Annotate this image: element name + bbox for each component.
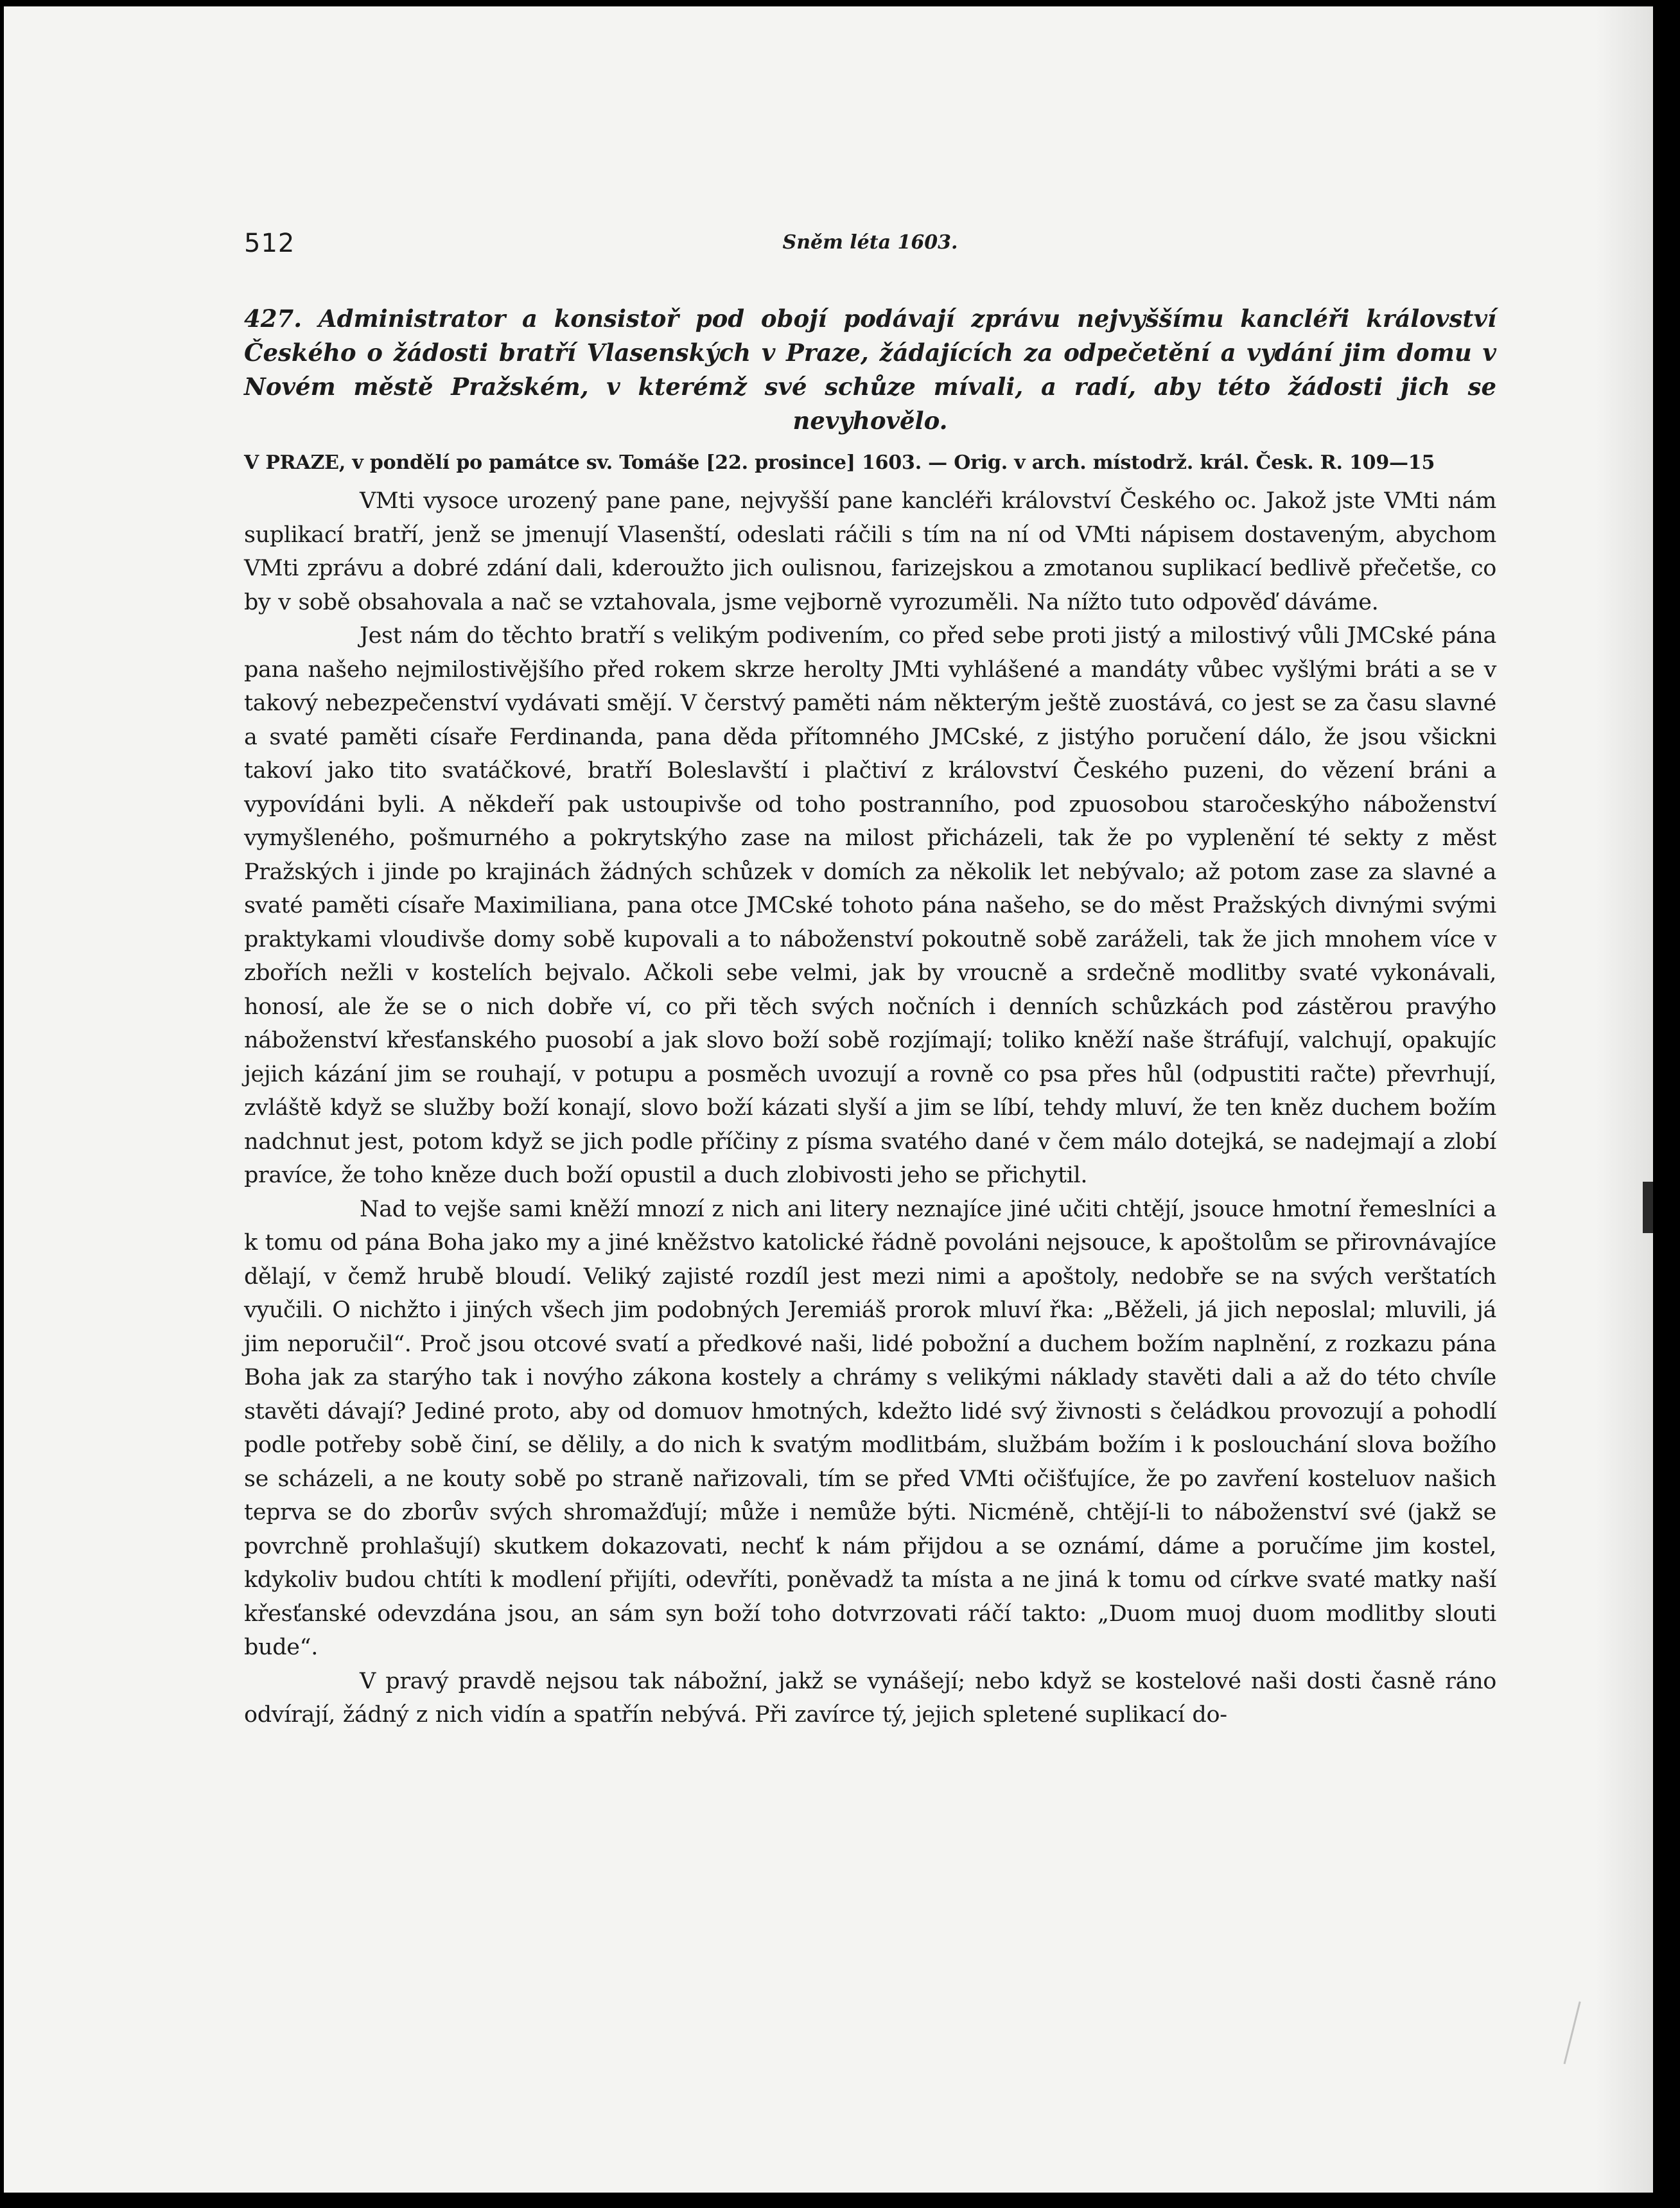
document-metadata: V PRAZE, v pondělí po památce sv. Tomáše [22. prosince] 1603. — Orig. v arch. místodrž. král. Česk. R. 109—15 xyxy=(244,451,1435,474)
body-paragraph: VMti vysoce urozený pane pane, nejvyšší pane kancléři království Českého oc. Jakož jste VMti nám suplikací bratří, jenž se jmenují Vlasenští, odeslati ráčili s tím na ní od VMti nápisem dostaveným, abychom VMti zprávu a dobré zdání dali, kderoužto jich oulisnou, farizejskou a zmotanou suplikací bedlivě přečetše, co by v sobě obsahovala a nač se vztahovala, jsme vejborně vyrozuměli. Na nížto tuto odpověď dáváme. xyxy=(244,488,1496,615)
scanned-page xyxy=(4,6,1653,2193)
body-paragraph: V pravý pravdě nejsou tak nábožní, jakž se vynášejí; nebo když se kostelové naši dosti časně ráno odvírají, žádný z nich vidín a spatřín nebývá. Při zavírce tý, jejich spletené suplikací do- xyxy=(244,1668,1496,1728)
running-title: Sněm léta 1603. xyxy=(782,231,958,254)
document-number: 427. xyxy=(244,304,302,333)
running-head xyxy=(244,223,1496,268)
page-edge-shadow xyxy=(1595,6,1653,2193)
page-number: 512 xyxy=(244,229,295,258)
page-content xyxy=(244,223,1496,1732)
body-paragraph: Nad to vejše sami kněží mnozí z nich ani litery neznajíce jiné učiti chtějí, jsouce hmotní řemeslníci a k tomu od pána Boha jako my a jiné kněžstvo katolické řádně povoláni nejsouce, k apoštolům se přirovnávajíce dělají, v čemž hrubě bloudí. Veliký zajisté rozdíl jest mezi nimi a apoštoly, nedobře se na svých verštatích vyučili. O nichžto i jiných všech jim podobných Jeremiáš prorok mluví řka: „Běželi, já jich neposlal; mluvili, já jim neporučil“. Proč jsou otcové svatí a předkové naši, lidé pobožní a duchem božím naplnění, z rozkazu pána Boha jak za starýho tak i novýho zákona kostely a chrámy s velikými náklady stavěti dali a až do této chvíle stavěti dávají? Jediné proto, aby od domuov hmotných, kdežto lidé svý živnosti s čeládkou provozují a pohodlí podle potřeby sobě činí, se dělily, a do nich k svatým modlitbám, službám božím i k poslouchání slova božího se scházeli, a ne kouty sobě po straně nařizovali, tím se před VMti očišťujíce, že po zavření kosteluov našich teprva se do zborův svých shromažďují; může i nemůže býti. Nicméně, chtějí-li to náboženství své (jakž se povrchně prohlašují) skutkem dokazovati, nechť k nám přijdou a se oznámí, dáme a poručíme jim kostel, kdykoliv budou chtíti k modlení přijíti, odevříti, poněvadž ta místa a ne jiná k tomu od církve svaté matky naší křesťanské odevzdána jsou, an sám syn boží toho dotvrzovati ráčí takto: „Duom muoj duom modlitby slouti bude“. xyxy=(244,1196,1496,1660)
binding-edge-mark xyxy=(1643,1182,1653,1233)
body-paragraph: Jest nám do těchto bratří s velikým podivením, co před sebe proti jistý a milostivý vůli JMCské pána pana našeho nejmilostivějšího před rokem skrze herolty JMti vyhlášené a mandáty vůbec vyšlými bráti a se v takový nebezpečenství vydávati smějí. V čerstvý paměti nám některým ještě zuostává, co jest se za času slavné a svaté paměti císaře Ferdinanda, pana děda přítomného JMCské, z jistýho poručení dálo, že jsou všickni takoví jako tito svatáčkové, bratří Boleslavští i plačtiví z království Českého puzeni, do vězení bráni a vypovídáni byli. A někdeří pak ustoupivše od toho postranního, pod zpuosobou staročeskýho náboženství vymyšleného, pošmurného a pokrytskýho zase na milost přicházeli, tak že po vyplenění té sekty z měst Pražských i jinde po krajinách žádných schůzek v domích za několik let nebývalo; až potom zase za slavné a svaté paměti císaře Maximiliana, pana otce JMCské tohoto pána našeho, se do měst Pražských divnými svými praktykami vloudivše domy sobě kupovali a to náboženství pokoutně sobě zaráželi, tak že jich mnohem více v zbořích nežli v kostelích bejvalo. Ačkoli sebe velmi, jak by vroucně a srdečně modlitby svaté vykonávali, honosí, ale že se o nich dobře ví, co při těch svých nočních i denních schůzkách pod zástěrou pravýho náboženství křesťanského puosobí a jak slovo boží sobě rozjímají; toliko kněží naše štráfují, valchují, opakujíc jejich kázání jim se rouhají, v potupu a posměch uvozují a rovně co psa přes hůl (odpustiti račte) převrhují, zvláště když se služby boží konají, slovo boží kázati slyší a jim se líbí, tehdy mluví, že ten kněz duchem božím nadchnut jest, potom když se jich podle příčiny z písma svatého dané v čem málo dotejká, se nadejmají a zlobí pravíce, že toho kněze duch boží opustil a duch zlobivosti jeho se přichytil. xyxy=(244,623,1496,1188)
document-heading-text: Administrator a konsistoř pod obojí podávají zprávu nejvyššímu kancléři království Českého o žádosti bratří Vlasenských v Praze, žádajících za odpečetění a vydání jim domu v Novém městě Pražském, v kterémž své schůze mívali, a radí, aby této žádosti jich se nevyhovělo. xyxy=(244,304,1496,435)
pencil-mark xyxy=(1564,2001,1606,2070)
document-heading xyxy=(244,302,1496,438)
